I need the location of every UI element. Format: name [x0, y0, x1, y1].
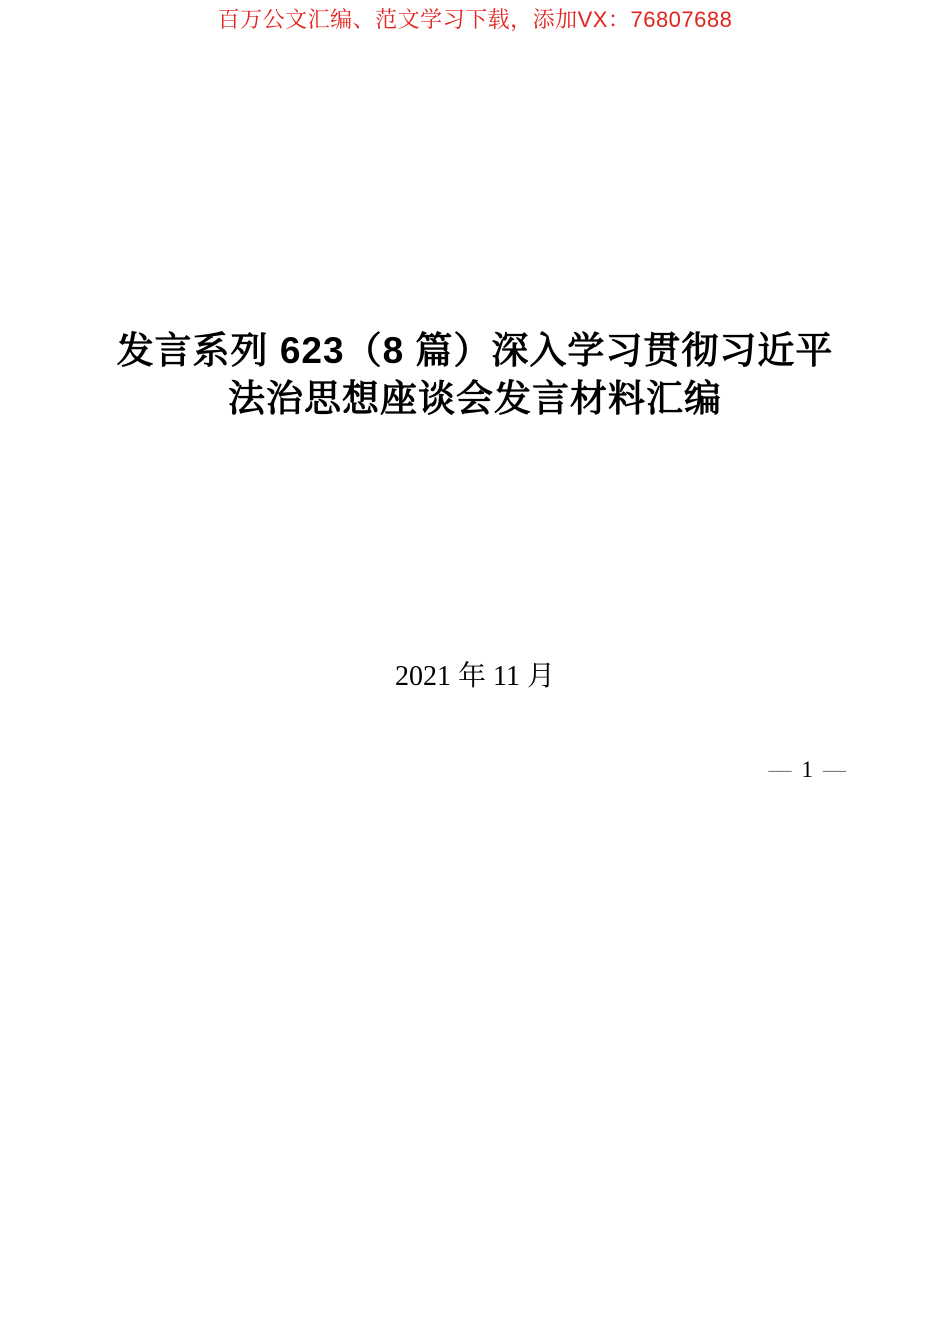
document-date: 2021 年 11 月: [395, 661, 555, 692]
page-number-dash-left: —: [768, 757, 792, 782]
page-number-value: 1: [801, 757, 813, 782]
document-title-line1: 发言系列 623（8 篇）深入学习贯彻习近平: [116, 330, 834, 371]
document-title: [0, 327, 950, 423]
watermark-notice: 百万公文汇编、范文学习下载，添加VX：76807688: [217, 7, 733, 32]
document-title-line2: 法治思想座谈会发言材料汇编: [228, 378, 722, 419]
page-number: [769, 756, 847, 784]
page-number-dash-right: —: [823, 757, 846, 782]
